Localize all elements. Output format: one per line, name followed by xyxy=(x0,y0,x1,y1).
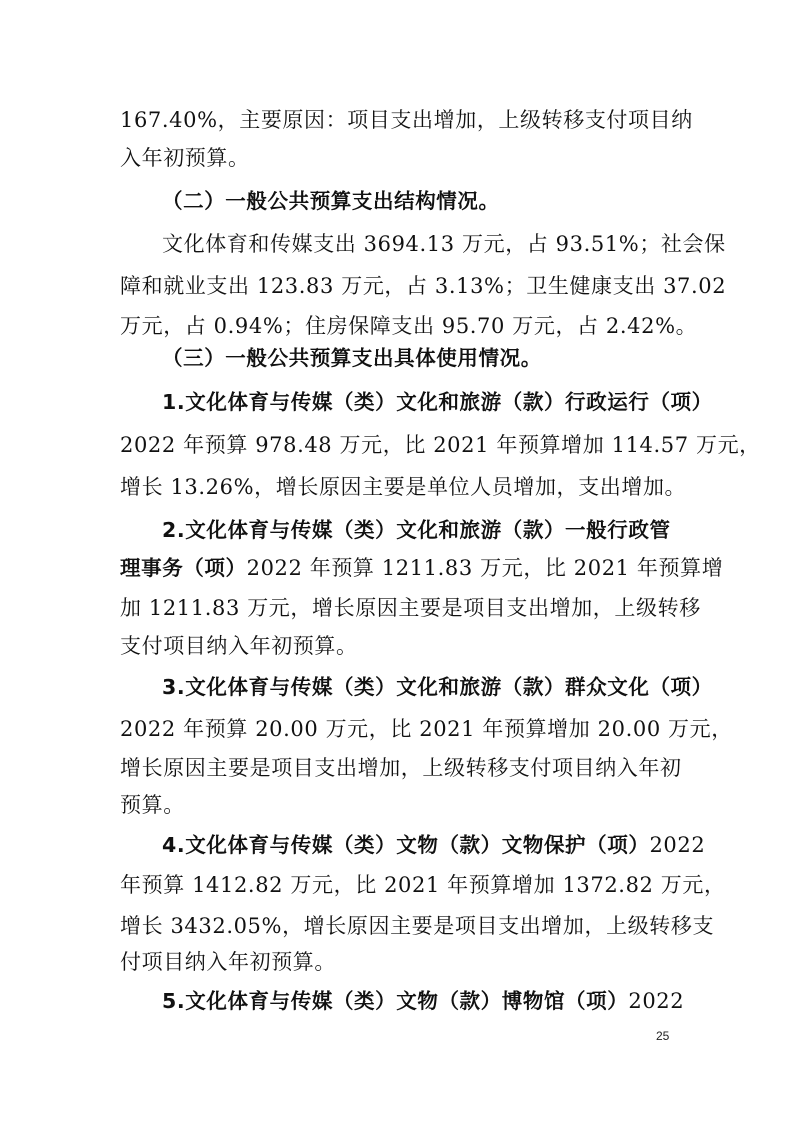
text-line: 年预算 1412.82 万元，比 2021 年预算增加 1372.82 万元， xyxy=(120,873,726,897)
text-line: 2022 年预算 20.00 万元，比 2021 年预算增加 20.00 万元， xyxy=(120,717,733,741)
text-line: 增长原因主要是项目支出增加，上级转移支付项目纳入年初 xyxy=(120,756,682,780)
text-line: 增长 3432.05%，增长原因主要是项目支出增加，上级转移支 xyxy=(120,914,715,938)
text-line: 文化体育和传媒支出 3694.13 万元，占 93.51%；社会保 xyxy=(162,232,726,256)
text-line: 入年初预算。 xyxy=(120,146,250,170)
item-heading: 2.文化体育与传媒（类）文化和旅游（款）一般行政管 xyxy=(162,518,671,542)
text-line: 2022 年预算 978.48 万元，比 2021 年预算增加 114.57 万元， xyxy=(120,433,761,457)
page-number: 25 xyxy=(656,1029,670,1043)
text-line: 增长 13.26%，增长原因主要是单位人员增加，支出增加。 xyxy=(120,475,687,499)
text-line xyxy=(162,978,685,1024)
text-line: 167.40%，主要原因：项目支出增加，上级转移支付项目纳 xyxy=(120,108,693,132)
text-line: 障和就业支出 123.83 万元，占 3.13%；卫生健康支出 37.02 xyxy=(120,274,727,298)
section-heading: （二）一般公共预算支出结构情况。 xyxy=(162,189,500,213)
text-line: 预算。 xyxy=(120,793,185,817)
section-heading: （三）一般公共预算支出具体使用情况。 xyxy=(162,346,542,370)
item-heading: 1.文化体育与传媒（类）文化和旅游（款）行政运行（项） xyxy=(162,390,713,414)
text-line: 支付项目纳入年初预算。 xyxy=(120,634,358,658)
item-heading-continued: 理事务（项） xyxy=(120,556,247,580)
text-segment: 2022 年预算 1211.83 万元，比 2021 年预算增 xyxy=(246,556,724,580)
item-heading: 4.文化体育与传媒（类）文物（款）文物保护（项） xyxy=(162,833,650,857)
item-heading: 3.文化体育与传媒（类）文化和旅游（款）群众文化（项） xyxy=(162,675,713,699)
text-line: 万元，占 0.94%；住房保障支出 95.70 万元，占 2.42%。 xyxy=(120,314,698,338)
text-line: 付项目纳入年初预算。 xyxy=(120,950,336,974)
text-segment: 2022 xyxy=(649,833,706,857)
text-line: 加 1211.83 万元，增长原因主要是项目支出增加，上级转移 xyxy=(120,596,701,620)
text-segment: 2022 xyxy=(628,989,685,1013)
item-heading: 5.文化体育与传媒（类）文物（款）博物馆（项） xyxy=(162,989,629,1013)
